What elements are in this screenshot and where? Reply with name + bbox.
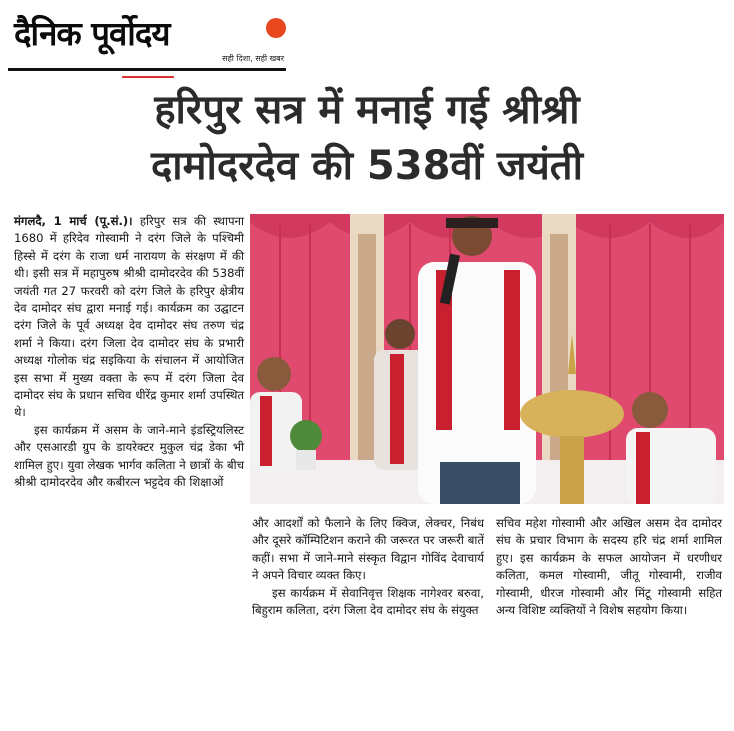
headline-line-1: हरिपुर सत्र में मनाई गई श्रीश्री — [154, 87, 580, 133]
paragraph-1: हरिपुर सत्र की स्थापना 1680 में हरिदेव गोस्वामी ने दरंग जिले के पश्चिमी हिस्से में दरंग के राजा धर्म नारायण के संरक्षण में की थी। इसी सत्र में महापुरुष श्रीश्री दामोदरदेव की 538वीं जयंती गत 27 फरवरी को दरंग जिले के हरिपुर क्षेत्रीय देव दामोदर संघ द्वारा मनाई गई। कार्यक्रम का उद्घाटन दरंग जिले के पूर्व अध्यक्ष देव दामोदर संघ तरुण चंद्र शर्मा ने किया। दरंग जिला देव दामोदर संघ के प्रभारी अध्यक्ष गोलोक चंद्र सइकिया के संचालन में आयोजित इस सभा में मुख्य वक्ता के रूप में दरंग जिला देव दामोदर संघ के प्रधान सचिव धीरेंद्र कुमार शर्मा उपस्थित थे। — [14, 214, 244, 420]
masthead-sun-icon — [266, 18, 286, 38]
article-headline — [0, 82, 734, 194]
article-column-1 — [14, 213, 244, 492]
event-photo — [250, 214, 724, 504]
paragraph-4: इस कार्यक्रम में सेवानिवृत्त शिक्षक नागेश्वर बरुवा, बिहुराम कलिता, दरंग जिला देव दामोदर संघ के संयुक्त — [252, 585, 484, 618]
paragraph-5: सचिव महेश गोस्वामी और अखिल असम देव दामोदर संघ के प्रचार विभाग के सदस्य हरि चंद्र शर्मा शामिल हुए। इस कार्यक्रम के सफल आयोजन में धरणीधर कलिता, कमल गोस्वामी, जीतू गोस्वामी, राजीव गोस्वामी, धीरज गोस्वामी और मिंटू गोस्वामी सहित अन्य विशिष्ट व्यक्तियों ने विशेष सहयोग किया। — [496, 516, 722, 618]
headline-line-2: दामोदरदेव की 538वीं जयंती — [151, 143, 583, 189]
paragraph-3: और आदर्शों को फैलाने के लिए क्विज, लेक्चर, निबंध और दूसरे कॉम्पिटिशन कराने की जरूरत पर जरूरी बातें कहीं। सभा में जाने-माने संस्कृत विद्वान गोविंद देवाचार्य ने अपने विचार व्यक्त किए। — [252, 516, 484, 583]
masthead-title: दैनिक पूर्वोदय — [14, 14, 170, 53]
masthead-accent-rule — [122, 76, 174, 78]
paragraph-2: इस कार्यक्रम में असम के जाने-माने इंडस्ट्रियलिस्ट और एसआरडी ग्रुप के डायरेक्टर मुकुल चंद्र डेका भी शामिल हुए। युवा लेखक भार्गव कलिता ने छात्रों के बीच श्रीश्री दामोदरदेव और कबीरत्न भट्टदेव की शिक्षाओं — [14, 422, 244, 490]
masthead-rule — [8, 68, 286, 71]
masthead-tagline: सही दिशा, सही खबर — [222, 54, 284, 63]
dateline: मंगलदै, 1 मार्च (पू.सं.)। — [14, 214, 133, 228]
article-column-2 — [252, 515, 484, 619]
article-column-3 — [496, 515, 722, 619]
masthead — [8, 6, 286, 70]
